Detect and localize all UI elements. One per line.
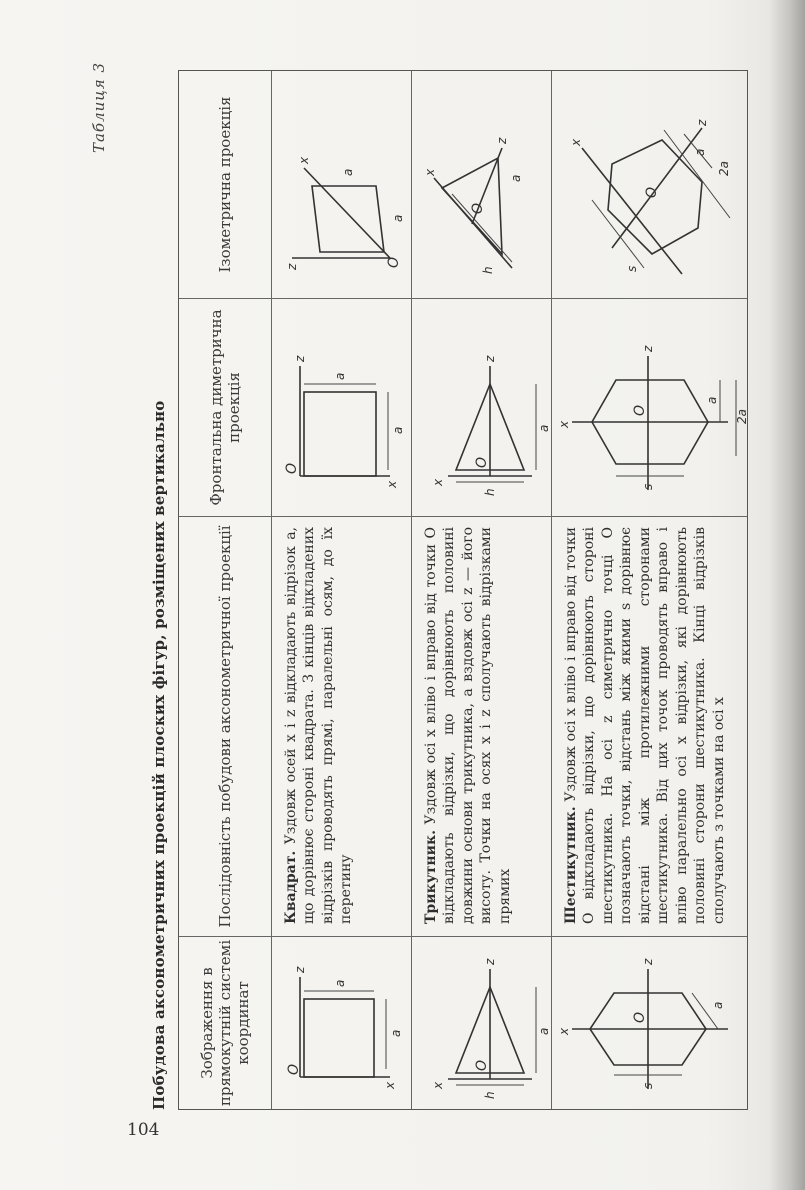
triangle-orthographic-figure (412, 937, 551, 1109)
dimension-label-a: a (705, 396, 719, 404)
dimension-label-a: a (391, 426, 405, 434)
dimension-label-s: s (641, 1082, 655, 1089)
triangle-dimetric-figure (412, 299, 551, 517)
dimension-label-base: h (483, 1091, 497, 1099)
origin-label: O (286, 1063, 302, 1075)
axis-label-x: x (297, 156, 311, 164)
square-dimetric-figure (272, 299, 411, 517)
axis-label-x: x (431, 1081, 445, 1089)
page-number: 104 (127, 1120, 160, 1140)
axis-label-x: x (431, 478, 445, 486)
triangle-isometric-figure (412, 71, 551, 299)
table-title: Побудова аксонометричних проекцій плоских фігур, розміщених вертикально (150, 400, 168, 1110)
header-label: Послідовність побудови аксонометричної проекції (216, 525, 234, 928)
hexagon-description (552, 517, 747, 937)
hexagon-orthographic-figure (552, 937, 747, 1109)
axis-label-z: z (483, 958, 497, 965)
square-isometric-figure (272, 71, 411, 299)
header-cell-coordinate-system (179, 937, 271, 1109)
table-header-row (179, 71, 271, 1109)
axis-label-z: z (495, 137, 509, 144)
axis-label-x: x (423, 168, 437, 176)
dimension-label-s: s (625, 265, 639, 272)
table-row (271, 71, 411, 1109)
axis-label-x: x (383, 1081, 397, 1089)
axis-label-z: z (285, 263, 299, 270)
dimension-label-a: a (333, 979, 347, 987)
origin-label: O (284, 462, 300, 474)
dimension-label-a: a (341, 168, 355, 176)
dimension-label-2a: 2a (717, 161, 731, 176)
axis-label-z: z (641, 958, 655, 965)
hexagon-isometric-figure (552, 71, 747, 299)
hexagon-dimetric-figure (552, 299, 747, 517)
description-text: Уздовж осі x вліво і вправо від точки O відкладають відрізки, що дорівнюють половині довжини основи трикутника, а вздовж осі z — його висоту. Точки на осях x і z сполучають відрізками прямих (423, 527, 513, 924)
dimension-label-base: h (483, 488, 497, 496)
axis-label-x: x (569, 138, 583, 146)
header-cell-isometric (179, 71, 271, 299)
origin-label: O (474, 456, 490, 468)
dimension-label-a: a (711, 1001, 725, 1009)
dimension-label-a: a (693, 148, 707, 156)
dimension-label-s: s (641, 483, 655, 490)
table-row (411, 71, 551, 1109)
table (178, 70, 748, 1110)
dimension-label-a: a (509, 174, 523, 182)
figure-name: Шестикутник. (563, 806, 579, 924)
description-text: Уздовж осей x і z відкладають відрізок a, що дорівнює стороні квадрата. З кінців відкладених відрізків проводять прямі, паралельні осям, до їх перетину (283, 527, 355, 924)
axis-label-x: x (557, 1027, 571, 1035)
description-text: Уздовж осі x вліво і вправо від точки O відкладають відрізки, що дорівнюють стороні шестикутника. На осі z симетрично точці O позначають точки, відстань між якими s дорівнює відстані між протилежними сторонами шестикутника. Від цих точок проводять вправо і вліво паралельно осі x відрізки, які дорівнюють половині сторони шестикутника. Кінці відрізків сполучають з точками на осі x (563, 527, 727, 924)
dimension-label-a: a (333, 372, 347, 380)
rotated-table-area (90, 50, 800, 1110)
header-label: Фронтальна диметрична проекція (207, 309, 243, 506)
dimension-label-a: a (537, 1027, 551, 1035)
dimension-label-2a: 2a (735, 409, 749, 424)
triangle-description (412, 517, 551, 937)
header-cell-sequence (179, 517, 271, 937)
dimension-label-a: a (537, 424, 551, 432)
origin-label: O (474, 1059, 490, 1071)
figure-name: Трикутник. (423, 830, 439, 924)
header-label: Зображення в прямокутній системі координат (198, 939, 252, 1107)
origin-label: O (470, 202, 486, 214)
figure-name: Квадрат. (283, 850, 299, 924)
axis-label-x: x (385, 480, 399, 488)
square-orthographic-figure (272, 937, 411, 1109)
axis-label-z: z (695, 119, 709, 126)
dimension-label-base: h (481, 266, 495, 274)
axis-label-z: z (293, 966, 307, 973)
origin-label: O (632, 404, 648, 416)
axis-label-z: z (483, 355, 497, 362)
origin-label: O (632, 1011, 648, 1023)
axis-label-z: z (293, 355, 307, 362)
dimension-label-a: a (391, 214, 405, 222)
origin-label: O (386, 256, 402, 268)
header-label: Ізометрична проекція (216, 96, 234, 273)
header-cell-dimetric (179, 299, 271, 517)
table-caption: Таблиця 3 (90, 62, 108, 154)
origin-label: O (644, 186, 660, 198)
table-row (551, 71, 747, 1109)
axis-label-z: z (641, 345, 655, 352)
axis-label-x: x (557, 420, 571, 428)
dimension-label-a: a (389, 1029, 403, 1037)
square-description (272, 517, 411, 937)
